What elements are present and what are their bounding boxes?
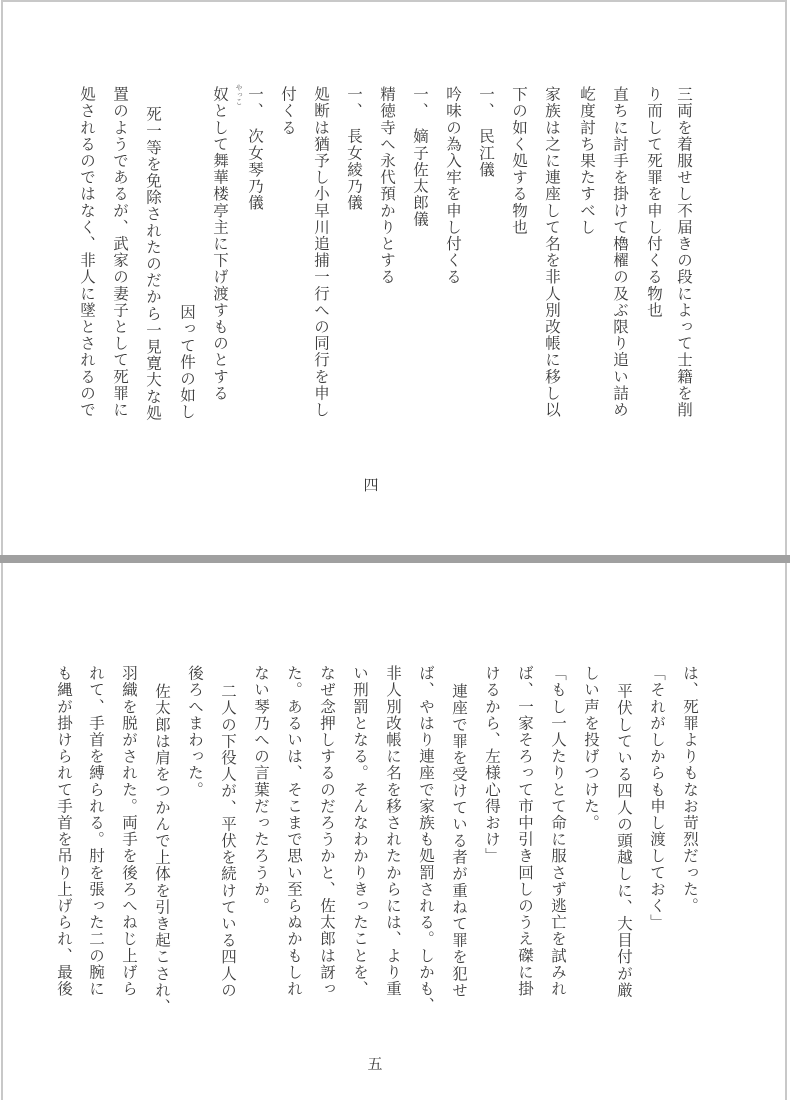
- text-column: 屹度討ち果たすべし: [578, 86, 596, 236]
- page-separator: [0, 555, 790, 563]
- ruby-annotation: やっこ: [235, 84, 243, 105]
- text-column: ば、一家そろって市中引き回しのうえ磔に掛: [516, 665, 534, 997]
- text-column: ない琴乃への言葉だったろうか。: [252, 665, 270, 914]
- text-column: 一、 長女綾乃儀: [345, 86, 363, 212]
- text-column: 二人の下役人が、平伏を続けている四人の: [219, 683, 237, 999]
- text-column: なぜ念押しするのだろうかと、佐太郎は訝っ: [318, 665, 336, 997]
- text-column: れて、手首を縛られる。肘を張った二の腕に: [87, 665, 105, 997]
- text-column: は、死罪よりもなお苛烈だった。: [681, 665, 699, 914]
- text-column: 連座で罪を受けている者が重ねて罪を犯せ: [450, 683, 468, 999]
- text-column: 非人別改帳に名を移されたからには、より重: [384, 665, 402, 997]
- text-column: 付くる: [279, 86, 297, 136]
- text-column: 一、 民江儀: [477, 86, 495, 178]
- text-column: 吟味の為入牢を申し付くる: [444, 86, 462, 286]
- page-number: 四: [363, 476, 379, 494]
- text-column: 「もし一人たりとて命に服さず逃亡を試みれ: [549, 665, 567, 997]
- text-column: り而して死罪を申し付くる物也: [645, 86, 663, 319]
- text-column: 奴として舞華楼亭主に下げ渡すものとする: [211, 86, 229, 402]
- text-column: 「それがしからも申し渡しておく」: [648, 665, 666, 931]
- text-column: 後ろへまわった。: [186, 665, 204, 798]
- text-column: 三両を着服せし不届きの段によって士籍を削: [675, 86, 693, 418]
- text-column: 因って件の如し: [178, 304, 196, 421]
- text-column: 直ちに討手を掛けて櫓櫂の及ぶ限り追い詰め: [611, 86, 629, 418]
- text-column: 精徳寺へ永代預かりとする: [378, 86, 396, 286]
- text-column: 死一等を免除されたのだから一見寛大な処: [144, 106, 162, 422]
- text-column: 一、 嫡子佐太郎儀: [411, 86, 429, 228]
- text-column: 平伏している四人の頭越しに、大目付が厳: [615, 683, 633, 999]
- text-column: 置のようであるが、武家の妻子として死罪に: [111, 86, 129, 418]
- page-5[interactable]: [1, 563, 787, 1100]
- text-column: けるから、左様心得おけ」: [483, 665, 501, 865]
- page-number: 五: [367, 1055, 383, 1073]
- text-column: 一、 次女琴乃儀: [246, 86, 264, 212]
- text-column: ば、やはり連座で家族も処罰される。しかも、: [417, 665, 435, 1014]
- text-column: 処されるのではなく、非人に墜とされるので: [78, 86, 96, 418]
- text-column: た。あるいは、そこまで思い至らぬかもしれ: [285, 665, 303, 997]
- text-column: 羽織を脱がされた。両手を後ろへねじ上げら: [120, 665, 138, 997]
- text-column: 下の如く処する物也: [510, 86, 528, 236]
- text-column: も縄が掛けられて手首を吊り上げられ、最後: [55, 665, 73, 997]
- page-4[interactable]: [1, 0, 787, 555]
- text-column: い刑罰となる。そんなわかりきったことを、: [351, 665, 369, 997]
- text-column: しい声を投げつけた。: [582, 665, 600, 831]
- text-column: 佐太郎は肩をつかんで上体を引き起こされ、: [153, 683, 171, 1015]
- text-column: 家族は之に連座して名を非人別改帳に移し以: [543, 86, 561, 418]
- text-column: 処断は猶予し小早川追捕一行への同行を申し: [312, 86, 330, 418]
